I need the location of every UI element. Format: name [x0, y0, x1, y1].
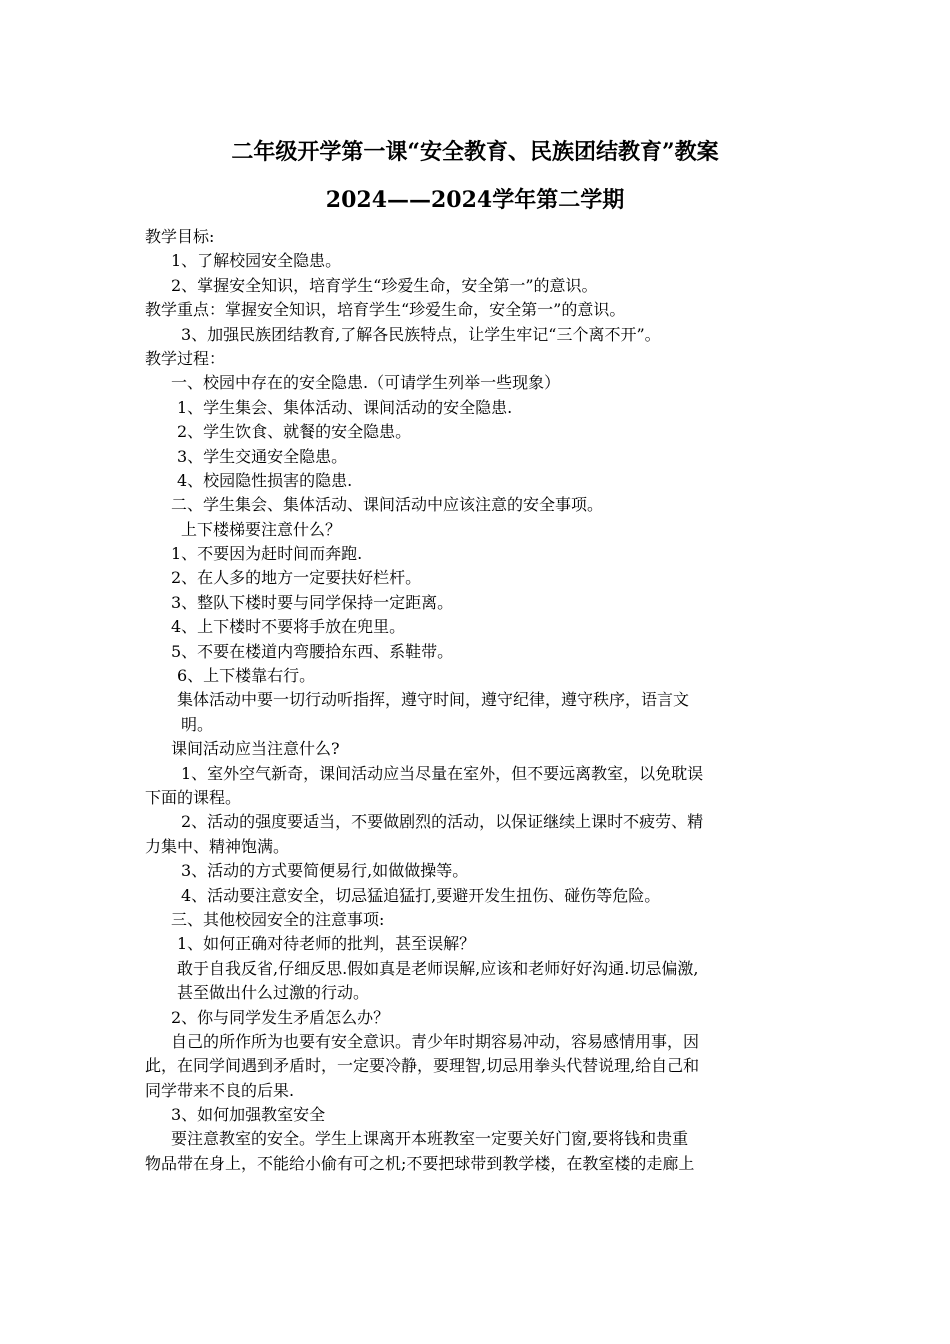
paragraph-line: 教学重点：掌握安全知识，培育学生“珍爱生命，安全第一”的意识。: [145, 300, 626, 320]
paragraph-line: 此，在同学间遇到矛盾时，一定要冷静，要理智,切忌用拳头代替说理,给自己和: [145, 1056, 700, 1076]
paragraph-line: 4、活动要注意安全，切忌猛追猛打,要避开发生扭伤、碰伤等危险。: [181, 885, 661, 905]
paragraph-line: 2、在人多的地方一定要扶好栏杆。: [171, 568, 422, 588]
paragraph-line: 1、学生集会、集体活动、课间活动的安全隐患.: [177, 397, 513, 417]
paragraph-line: 二、学生集会、集体活动、课间活动中应该注意的安全事项。: [171, 495, 604, 515]
paragraph-line: 三、其他校园安全的注意事项:: [171, 909, 385, 929]
paragraph-line: 课间活动应当注意什么?: [171, 739, 340, 759]
paragraph-line: 4、校园隐性损害的隐患.: [177, 470, 353, 490]
paragraph-line: 下面的课程。: [145, 787, 242, 807]
paragraph-line: 3、活动的方式要简便易行,如做做操等。: [181, 861, 469, 881]
paragraph-line: 物品带在身上，不能给小偷有可之机;不要把球带到教学楼，在教室楼的走廊上: [145, 1153, 695, 1173]
paragraph-line: 要注意教室的安全。学生上课离开本班教室一定要关好门窗,要将钱和贵重: [171, 1129, 689, 1149]
paragraph-line: 上下楼梯要注意什么？: [181, 519, 342, 539]
paragraph-line: 自己的所作所为也要有安全意识。青少年时期容易冲动，容易感情用事，因: [171, 1031, 700, 1051]
document-subtitle: 2024——2024学年第二学期: [325, 187, 625, 213]
paragraph-line: 6、上下楼靠右行。: [177, 666, 316, 686]
paragraph-line: 5、不要在楼道内弯腰拾东西、系鞋带。: [171, 641, 454, 661]
paragraph-line: 1、不要因为赶时间而奔跑.: [171, 544, 363, 564]
paragraph-line: 3、加强民族团结教育,了解各民族特点，让学生牢记“三个离不开”。: [181, 324, 661, 344]
paragraph-line: 4、上下楼时不要将手放在兜里。: [171, 617, 406, 637]
paragraph-line: 1、了解校园安全隐患。: [171, 251, 342, 271]
paragraph-line: 3、整队下楼时要与同学保持一定距离。: [171, 592, 454, 612]
paragraph-line: 教学目标:: [145, 227, 215, 246]
paragraph-line: 2、学生饮食、就餐的安全隐患。: [177, 422, 412, 442]
paragraph-line: 一、校园中存在的安全隐患.（可请学生列举一些现象）: [171, 373, 561, 393]
paragraph-line: 同学带来不良的后果.: [145, 1080, 295, 1100]
paragraph-line: 敢于自我反省,仔细反思.假如真是老师误解,应该和老师好好沟通.切忌偏激,: [177, 958, 699, 978]
paragraph-line: 2、你与同学发生矛盾怎么办？: [171, 1007, 390, 1027]
paragraph-line: 力集中、精神饱满。: [145, 836, 290, 856]
paragraph-line: 教学过程：: [145, 348, 226, 368]
paragraph-line: 明。: [181, 714, 214, 734]
paragraph-line: 3、学生交通安全隐患。: [177, 446, 348, 466]
paragraph-line: 集体活动中要一切行动听指挥，遵守时间，遵守纪律，遵守秩序，语言文: [177, 690, 690, 710]
paragraph-line: 1、室外空气新奇，课间活动应当尽量在室外，但不要远离教室，以免耽误: [181, 763, 704, 783]
paragraph-line: 2、掌握安全知识，培育学生“珍爱生命，安全第一”的意识。: [171, 275, 598, 295]
document-title: 二年级开学第一课“安全教育、民族团结教育”教案: [231, 139, 719, 165]
paragraph-line: 甚至做出什么过激的行动。: [177, 983, 370, 1003]
paragraph-line: 1、如何正确对待老师的批判，甚至误解？: [177, 934, 476, 954]
document-body: [145, 225, 810, 1176]
paragraph-line: 3、如何加强教室安全: [171, 1105, 326, 1125]
paragraph-line: 2、活动的强度要适当，不要做剧烈的活动，以保证继续上课时不疲劳、精: [181, 812, 704, 832]
